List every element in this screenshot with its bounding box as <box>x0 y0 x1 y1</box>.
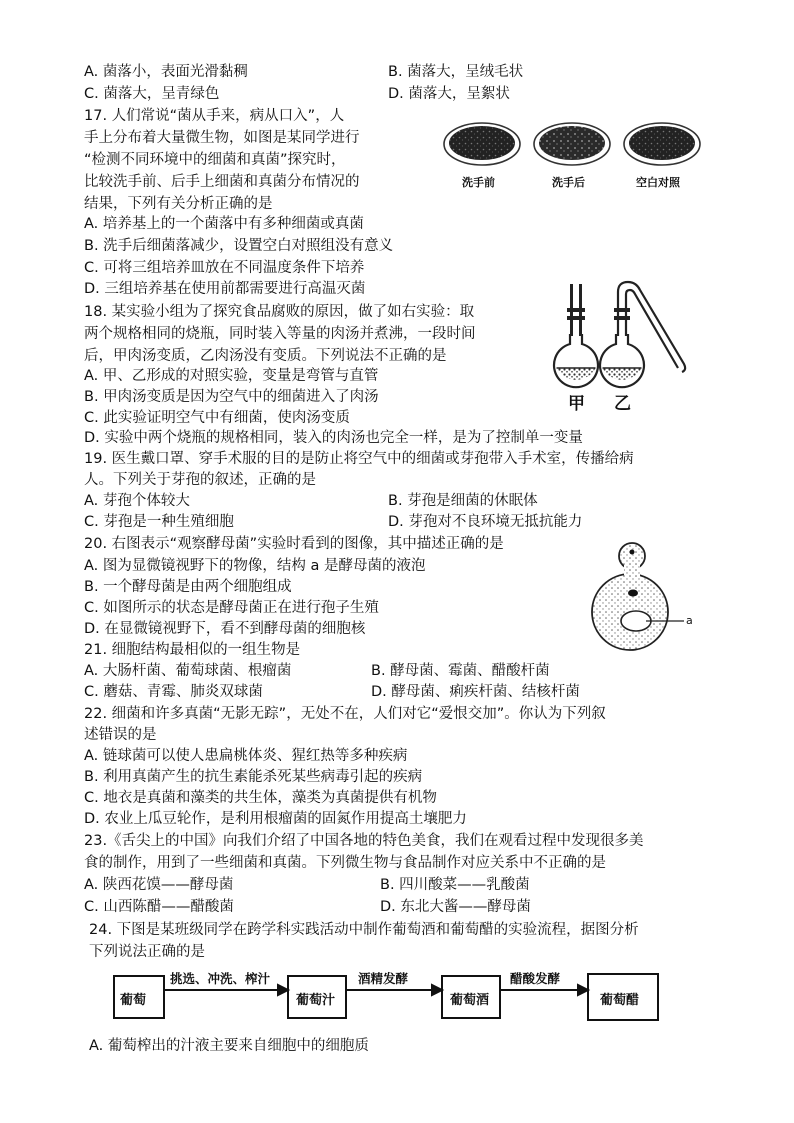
q22-option-a: A. 链球菌可以使人患扁桃体炎、猩红热等多种疾病 <box>84 748 408 764</box>
q16-option-b: B. 菌落大，呈绒毛状 <box>388 64 524 80</box>
flask-label-jia: 甲 <box>568 394 585 414</box>
petri-dish-before <box>444 123 520 165</box>
q17-stem-line: “检测不同环境中的细菌和真菌”探究时， <box>84 152 346 168</box>
q17-option-c: C. 可将三组培养皿放在不同温度条件下培养 <box>84 260 365 276</box>
q18-option-c: C. 此实验证明空气中有细菌，使肉汤变质 <box>84 410 350 426</box>
q22-option-b: B. 利用真菌产生的抗生素能杀死某些病毒引起的疾病 <box>84 769 423 785</box>
q17-option-d: D. 三组培养基在使用前都需要进行高温灭菌 <box>84 281 366 297</box>
flow-box-grape-label: 葡萄 <box>120 993 147 1008</box>
q17-stem-line: 结果，下列有关分析正确的是 <box>84 196 273 212</box>
q17-option-a: A. 培养基上的一个菌落中有多种细菌或真菌 <box>84 216 364 232</box>
q20-option-b: B. 一个酵母菌是由两个细胞组成 <box>84 579 292 595</box>
flow-step-2-label: 酒精发酵 <box>358 971 409 986</box>
q22-stem-line: 22. 细菌和许多真菌“无影无踪”，无处不在，人们对它“爱恨交加”。你认为下列叙 <box>84 706 606 722</box>
q19-option-c: C. 芽孢是一种生殖细胞 <box>84 514 234 530</box>
q17-stem-line: 手上分布着大量微生物，如图是某同学进行 <box>84 130 360 146</box>
q20-option-d: D. 在显微镜视野下，看不到酵母菌的细胞核 <box>84 621 366 637</box>
q17-stem-line: 17. 人们常说“菌从手来，病从口入”，人 <box>84 108 345 124</box>
q19-stem-line: 人。下列关于芽孢的叙述，正确的是 <box>84 472 316 488</box>
flow-box-wine-label: 葡萄酒 <box>450 993 490 1008</box>
q23-stem-line: 23.《舌尖上的中国》向我们介绍了中国各地的特色美食，我们在观看过程中发现很多美 <box>84 833 644 849</box>
q23-option-b: B. 四川酸菜——乳酸菌 <box>380 877 530 893</box>
q19-option-a: A. 芽孢个体较大 <box>84 493 190 509</box>
yeast-cell <box>592 543 684 650</box>
q18-stem-line: 两个规格相同的烧瓶，同时装入等量的肉汤并煮沸，一段时间 <box>84 326 476 342</box>
q21-option-a: A. 大肠杆菌、葡萄球菌、根瘤菌 <box>84 663 292 679</box>
q23-stem-line: 食的制作，用到了一些细菌和真菌。下列微生物与食品制作对应关系中不正确的是 <box>84 855 606 871</box>
q16-option-c: C. 菌落大，呈青绿色 <box>84 86 220 102</box>
q22-stem-line: 述错误的是 <box>84 727 157 743</box>
flask-yi <box>600 282 685 387</box>
q23-option-d: D. 东北大酱——酵母菌 <box>380 899 531 915</box>
flask-label-yi: 乙 <box>614 394 631 414</box>
petri-dish-after <box>534 123 610 165</box>
flow-box-vinegar-label: 葡萄醋 <box>600 993 640 1008</box>
q16-option-a: A. 菌落小，表面光滑黏稠 <box>84 64 248 80</box>
q22-option-c: C. 地衣是真菌和藻类的共生体，藻类为真菌提供有机物 <box>84 790 437 806</box>
flow-box-juice-label: 葡萄汁 <box>296 993 336 1008</box>
yeast-figure <box>580 538 700 658</box>
yeast-nucleus <box>628 590 638 597</box>
q22-option-d: D. 农业上瓜豆轮作，是利用根瘤菌的固氮作用提高土壤肥力 <box>84 811 467 827</box>
q24-stem-line: 24. 下图是某班级同学在跨学科实践活动中制作葡萄酒和葡萄醋的实验流程，据图分析 <box>89 922 639 938</box>
q20-option-a: A. 图为显微镜视野下的物像，结构 a 是酵母菌的液泡 <box>84 558 426 574</box>
q21-option-d: D. 酵母菌、痢疾杆菌、结核杆菌 <box>371 684 580 700</box>
q19-stem-line: 19. 医生戴口罩、穿手术服的目的是防止将空气中的细菌或芽孢带入手术室，传播给病 <box>84 451 634 467</box>
q20-stem: 20. 右图表示“观察酵母菌”实验时看到的图像，其中描述正确的是 <box>84 536 504 552</box>
q17-stem-line: 比较洗手前、后手上细菌和真菌分布情况的 <box>84 174 360 190</box>
petri-dish-control <box>624 123 700 165</box>
petri-dish-figure <box>440 118 710 198</box>
petri-label-control: 空白对照 <box>636 176 680 189</box>
q16-option-d: D. 菌落大，呈絮状 <box>388 86 510 102</box>
petri-label-after: 洗手后 <box>552 176 585 189</box>
q19-option-d: D. 芽孢对不良环境无抵抗能力 <box>388 514 583 530</box>
q21-option-b: B. 酵母菌、霉菌、醋酸杆菌 <box>371 663 550 679</box>
q24-option-a: A. 葡萄榨出的汁液主要来自细胞中的细胞质 <box>89 1038 369 1054</box>
q18-stem-line: 18. 某实验小组为了探究食品腐败的原因，做了如右实验：取 <box>84 304 475 320</box>
petri-label-before: 洗手前 <box>462 176 495 189</box>
flask-jia <box>554 284 598 387</box>
winemaking-flowchart <box>112 968 672 1028</box>
q21-option-c: C. 蘑菇、青霉、肺炎双球菌 <box>84 684 263 700</box>
q18-option-d: D. 实验中两个烧瓶的规格相同，装入的肉汤也完全一样，是为了控制单一变量 <box>84 430 583 446</box>
q17-option-b: B. 洗手后细菌落减少，设置空白对照组没有意义 <box>84 238 394 254</box>
q18-option-a: A. 甲、乙形成的对照实验，变量是弯管与直管 <box>84 368 379 384</box>
q23-option-a: A. 陕西花馍——酵母菌 <box>84 877 234 893</box>
flow-step-3-label: 醋酸发酵 <box>510 971 561 986</box>
q18-stem-line: 后，甲肉汤变质，乙肉汤没有变质。下列说法不正确的是 <box>84 348 447 364</box>
flow-step-1-label: 挑选、冲洗、榨汁 <box>170 971 271 986</box>
q24-stem-line: 下列说法正确的是 <box>89 944 205 960</box>
q18-option-b: B. 甲肉汤变质是因为空气中的细菌进入了肉汤 <box>84 389 379 405</box>
q21-stem: 21. 细胞结构最相似的一组生物是 <box>84 642 301 658</box>
q19-option-b: B. 芽孢是细菌的休眠体 <box>388 493 538 509</box>
flask-figure <box>548 278 698 414</box>
q20-option-c: C. 如图所示的状态是酵母菌正在进行孢子生殖 <box>84 600 379 616</box>
yeast-label-a: a <box>686 614 693 627</box>
q23-option-c: C. 山西陈醋——醋酸菌 <box>84 899 234 915</box>
